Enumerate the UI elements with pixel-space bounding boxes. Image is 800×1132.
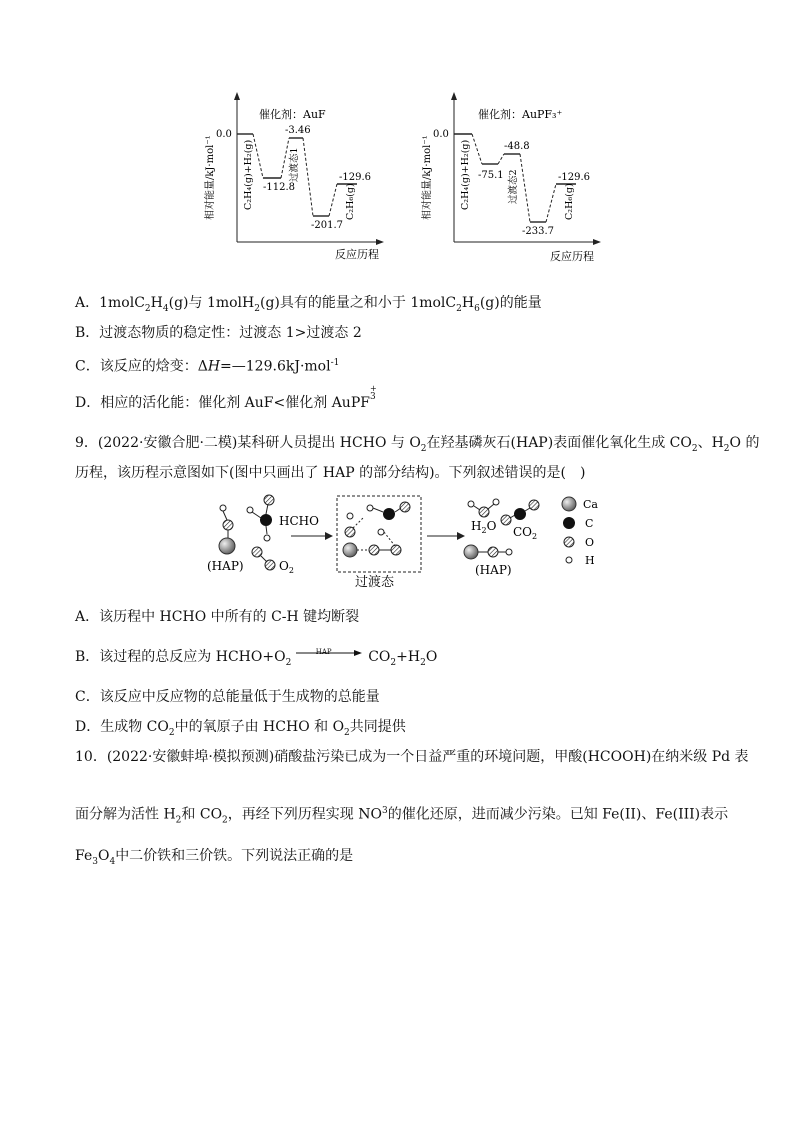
energy-value: -233.7	[522, 226, 555, 237]
q9-option-b: B．该过程的总反应为 $HCHO+O_2$ HAP $CO_2+H_2O$	[75, 647, 437, 673]
transition-label: 过渡态1	[289, 147, 300, 182]
energy-value: -75.1	[478, 170, 504, 181]
catalyst-label: 催化剂：AuPF₃⁺	[478, 108, 563, 121]
x-axis-label: 反应历程	[550, 250, 594, 263]
transition-label: 过渡态2	[508, 169, 519, 204]
co2-label: $CO_2$	[513, 525, 538, 541]
hap-label: (HAP)	[475, 563, 512, 577]
species-label: C₂H₆(g)	[345, 183, 356, 220]
energy-value: 0.0	[433, 129, 449, 140]
q9-option-c: C．该反应中反应物的总能量低于生成物的总能量	[75, 689, 380, 705]
q8-option-a: A．$1molC_2H_4(g)$与 1molH$_2$(g)具有的能量之和小于 $1molC_2H_6(g)$的能量	[75, 295, 542, 314]
energy-value: 0.0	[216, 129, 232, 140]
energy-diagram-auf	[195, 92, 395, 262]
x-axis-label: 反应历程	[335, 248, 379, 261]
species-label: C₂H₆(g)	[564, 183, 575, 220]
energy-value: -3.46	[285, 125, 311, 136]
energy-value: -48.8	[504, 141, 530, 152]
catalyst-label: 催化剂：AuF	[259, 108, 326, 121]
q10-stem-line2: 面分解为活性 $H_2$和 $CO_2$，再经下列历程实现 $NO^3$的催化还原，进而减少污染。已知 Fe(II)、Fe(III)表示	[75, 806, 729, 826]
q8-option-b: B．过渡态物质的稳定性：过渡态 1>过渡态 2	[75, 325, 362, 341]
q9-option-a: A．该历程中 HCHO 中所有的 C-H 键均断裂	[75, 609, 360, 625]
energy-diagram-aupf3	[412, 92, 612, 264]
hap-label: (HAP)	[207, 559, 244, 573]
energy-value: -129.6	[339, 172, 372, 183]
hap-mechanism-figure	[195, 492, 615, 592]
legend-ca: Ca	[583, 498, 598, 511]
species-label: C₂H₄(g)+H₂(g)	[243, 139, 254, 210]
y-axis-label: 相对能量/kJ·mol⁻¹	[422, 135, 433, 220]
energy-value: -129.6	[558, 172, 591, 183]
q9-stem-line1: 9．(2022·安徽合肥·二模)某科研人员提出 HCHO 与 $O_2$在羟基磷灰石(HAP)表面催化氧化生成 $CO_2$、$H_2O$ 的	[75, 435, 760, 454]
legend-c: C	[585, 517, 594, 530]
reaction-arrow-icon	[296, 648, 364, 658]
legend-o: O	[585, 536, 595, 549]
energy-value: -112.8	[263, 182, 296, 193]
q9-stem-line2: 历程，该历程示意图如下(图中只画出了 HAP 的部分结构)。下列叙述错误的是( )	[75, 465, 586, 481]
transition-state-label: 过渡态	[355, 575, 395, 590]
q10-stem-line3: $Fe_3O_4$中二价铁和三价铁。下列说法正确的是	[75, 848, 354, 867]
energy-value: -201.7	[311, 220, 344, 231]
q8-option-c: C．该反应的焓变：ΔH=—129.6kJ·mol$^{-1}$	[75, 358, 340, 375]
q8-option-d: D．相应的活化能：催化剂 AuF<催化剂 AuPF + 3	[75, 384, 377, 411]
o2-label: $O_2$	[279, 559, 294, 575]
y-axis-label: 相对能量/kJ·mol⁻¹	[205, 135, 216, 220]
q9-option-d: D．生成物 $CO_2$中的氧原子由 HCHO 和 $O_2$共同提供	[75, 719, 406, 738]
h2o-label: $H_2O$	[471, 519, 497, 535]
legend-h: H	[585, 554, 595, 567]
q10-stem-line1: 10．(2022·安徽蚌埠·模拟预测)硝酸盐污染已成为一个日益严重的环境问题，甲酸(HCOOH)在纳米级 Pd 表	[75, 749, 749, 765]
species-label: C₂H₄(g)+H₂(g)	[460, 139, 471, 210]
hcho-label: HCHO	[279, 514, 319, 528]
arrow-label: HAP	[315, 648, 332, 656]
